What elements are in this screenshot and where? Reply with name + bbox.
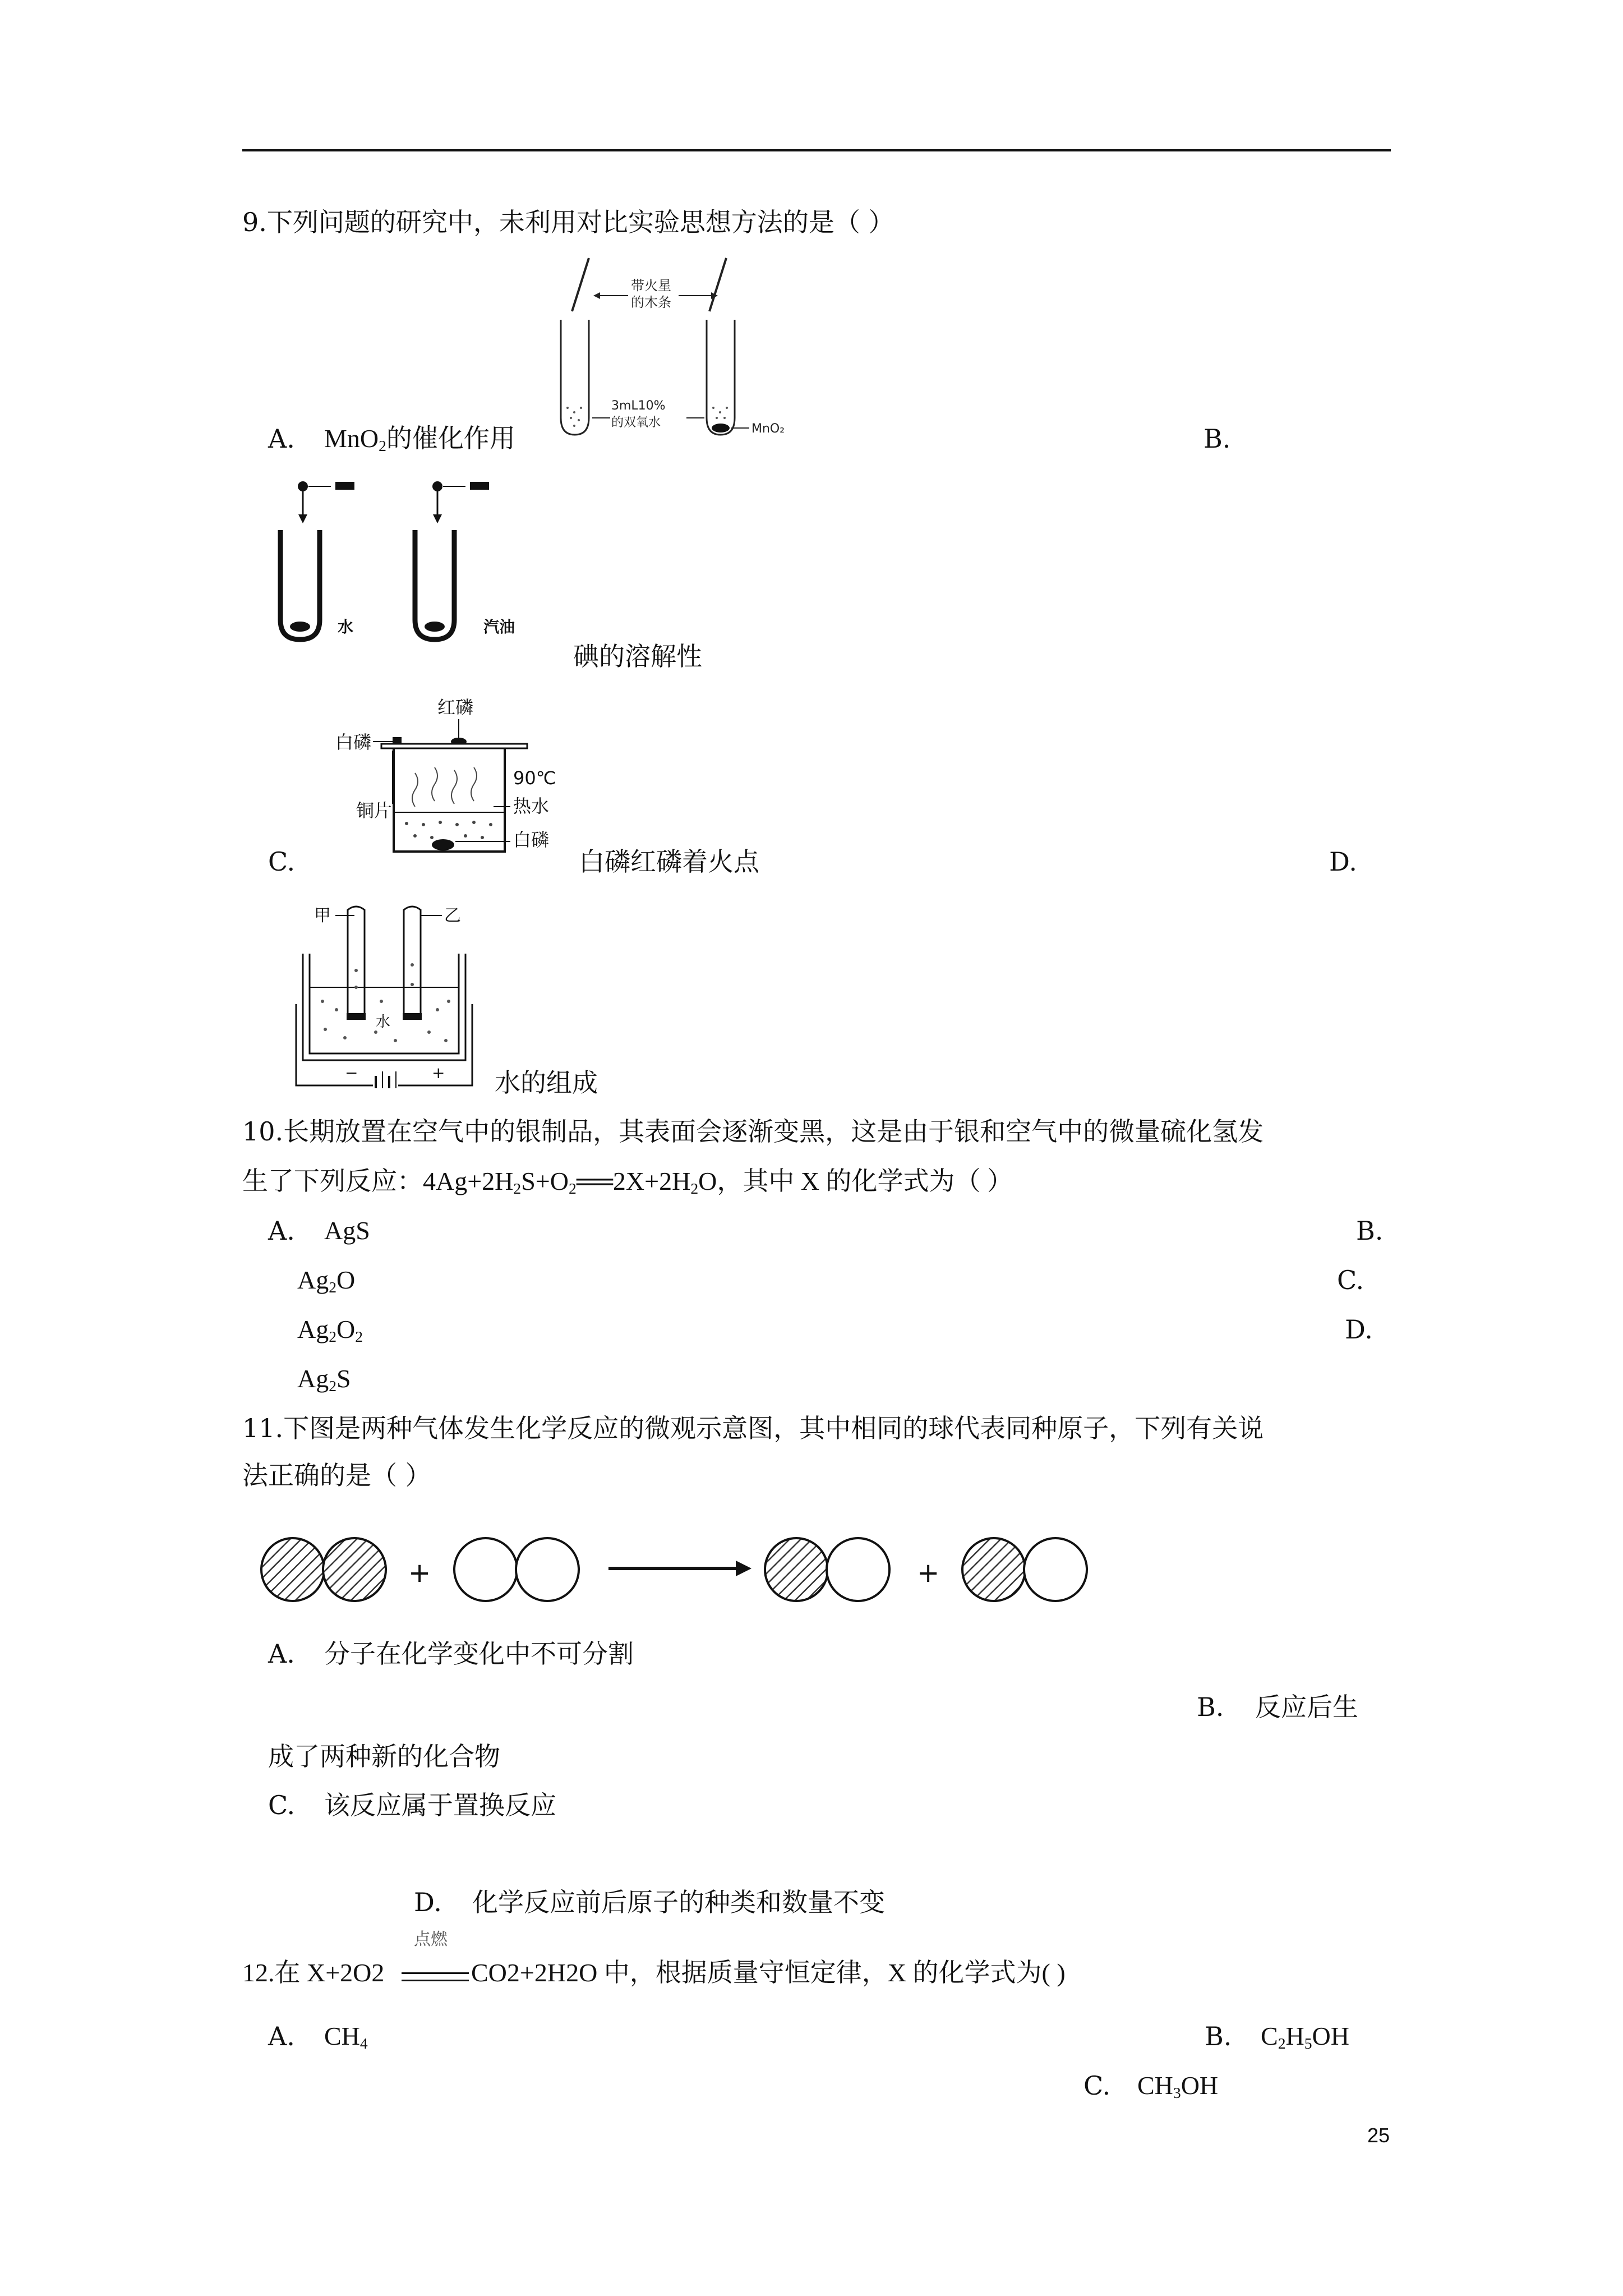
copper-plate <box>381 744 527 748</box>
white-atom <box>454 1538 517 1601</box>
q10-option-c-text: $Ag_2O_2$ <box>297 1315 363 1345</box>
header-rule <box>242 149 1391 151</box>
hatched-atom <box>962 1538 1025 1601</box>
q12-option-c-text: $CH_3OH$ <box>1137 2071 1219 2101</box>
q11-option-b-label: B. <box>1197 1692 1224 1722</box>
q11-option-d-text: 化学反应前后原子的种类和数量不变 <box>472 1887 885 1917</box>
page-number: 25 <box>1367 2124 1390 2147</box>
label-copper: 铜片 <box>356 800 393 821</box>
test-tube-right <box>707 320 735 435</box>
q10-stem-line1: 10.长期放置在空气中的银制品，其表面会逐渐变黑，这是由于银和空气中的微量硫化氢发 <box>242 1116 1264 1147</box>
splint-left <box>572 258 589 311</box>
splint-right <box>709 258 726 311</box>
q9-option-c-label: C. <box>268 846 296 877</box>
label-water-d: 水 <box>376 1014 391 1030</box>
label-jia: 甲 <box>314 906 331 926</box>
white-atom <box>1024 1538 1087 1601</box>
q9-option-b-text: 碘的溶解性 <box>573 641 702 671</box>
label-plus: + <box>432 1064 445 1082</box>
q12-equals-sign <box>402 1972 469 1981</box>
hatched-atom <box>323 1538 386 1601</box>
label-glowing-splint-2: 的木条 <box>631 295 671 310</box>
q9-option-b-label: B. <box>1204 424 1231 454</box>
basin <box>303 954 465 1060</box>
q11-stem-line2: 法正确的是（ ） <box>242 1460 431 1490</box>
q10-option-b-text: $Ag_2O$ <box>297 1266 356 1296</box>
electrode-right <box>403 1013 422 1020</box>
label-red-phosphorus: 红磷 <box>437 697 474 718</box>
figure-reaction-diagram <box>258 1526 1110 1616</box>
q12-condition: 点燃 <box>414 1930 448 1949</box>
q11-option-a-text: 分子在化学变化中不可分割 <box>324 1639 634 1669</box>
q12-stem-b: CO2+2H2O 中，根据质量守恒定律，X 的化学式为( ) <box>471 1958 1066 1987</box>
q10-option-c-label: C. <box>1337 1265 1364 1295</box>
figure-a-mno2-catalysis <box>538 250 802 446</box>
label-peroxide: 3mL10% <box>611 399 666 413</box>
q9-option-c-text: 白磷红磷着火点 <box>579 846 759 877</box>
label-gasoline: 汽油 <box>483 618 515 636</box>
water-dots <box>405 821 492 839</box>
test-tube-left <box>561 320 589 435</box>
q11-option-b-text-2: 成了两种新的化合物 <box>268 1741 500 1772</box>
white-phosphorus-underwater <box>432 839 454 850</box>
q12-option-b-label: B. <box>1205 2021 1232 2051</box>
q9-option-d-text: 水的组成 <box>495 1068 598 1098</box>
hatched-atom <box>765 1538 828 1601</box>
q11-stem-line1: 11.下图是两种气体发生化学反应的微观示意图，其中相同的球代表同种原子，下列有关说 <box>242 1413 1264 1443</box>
basin-inner <box>310 954 459 1053</box>
iodine-crystal-right <box>425 622 445 632</box>
q9-stem: 9.下列问题的研究中，未利用对比实验思想方法的是（ ） <box>242 207 895 237</box>
arrowhead-left-top <box>593 292 600 299</box>
q11-option-a-label: A. <box>268 1639 295 1669</box>
q11-option-c-label: C. <box>268 1790 296 1820</box>
q10-stem-line2: 生了下列反应：$4Ag+2H_2S+O_2══2X+2H_2O$，其中 X 的化学式为（ ） <box>242 1167 1013 1197</box>
electrode-left <box>347 1013 366 1020</box>
beaker <box>394 748 505 852</box>
mno2-powder <box>712 424 730 432</box>
left-dropper <box>298 481 354 523</box>
q11-option-d-label: D. <box>414 1887 442 1917</box>
label-white-phosphorus-top: 白磷 <box>335 731 372 753</box>
label-water: 水 <box>338 618 354 636</box>
tube-jia <box>348 907 365 1015</box>
q12-stem-a: 12.在 X+2O2 <box>242 1958 385 1987</box>
label-temperature: 90℃ <box>513 767 556 789</box>
iodine-crystal-left <box>290 622 310 632</box>
hatched-atom <box>261 1538 324 1601</box>
label-mno2: MnO₂ <box>751 422 785 436</box>
q12-option-c-label: C. <box>1083 2070 1111 2101</box>
label-minus: − <box>345 1064 358 1082</box>
q12-option-a-text: $CH_4$ <box>324 2022 368 2052</box>
right-dropper <box>432 481 489 523</box>
q10-option-d-label: D. <box>1345 1314 1373 1345</box>
q10-option-d-text: $Ag_2S$ <box>297 1364 351 1395</box>
label-peroxide-2: 的双氧水 <box>611 416 661 430</box>
reaction-arrowhead <box>736 1561 751 1576</box>
plus-sign-1: + <box>408 1557 431 1589</box>
q9-option-a-label: A. <box>268 424 295 454</box>
q11-option-c-text: 该反应属于置换反应 <box>324 1790 556 1820</box>
figure-b-iodine-solubility <box>275 480 555 648</box>
q12-option-a-label: A. <box>268 2021 295 2051</box>
plus-sign-2: + <box>917 1557 940 1589</box>
q10-option-a-text: AgS <box>324 1216 370 1245</box>
q9-option-d-label: D. <box>1329 846 1357 877</box>
white-atom <box>827 1538 889 1601</box>
label-white-phosphorus-bottom: 白磷 <box>513 829 550 850</box>
q12-option-b-text: $C_2H_5OH$ <box>1261 2022 1349 2052</box>
q11-option-b-text-1: 反应后生 <box>1255 1692 1358 1722</box>
tube-yi <box>404 907 421 1015</box>
steam-lines <box>412 767 477 807</box>
label-glowing-splint: 带火星 <box>631 278 671 293</box>
q9-option-a-text: MnO$_2$的催化作用 <box>324 424 515 454</box>
white-atom <box>516 1538 579 1601</box>
white-phosphorus-piece <box>393 737 402 744</box>
label-hot-water: 热水 <box>513 795 550 817</box>
figure-d-electrolysis <box>292 898 477 1088</box>
q10-option-a-label: A. <box>268 1216 295 1246</box>
figure-c-ignition-point <box>331 694 572 863</box>
label-yi: 乙 <box>444 906 461 926</box>
q10-option-b-label: B. <box>1356 1216 1384 1246</box>
